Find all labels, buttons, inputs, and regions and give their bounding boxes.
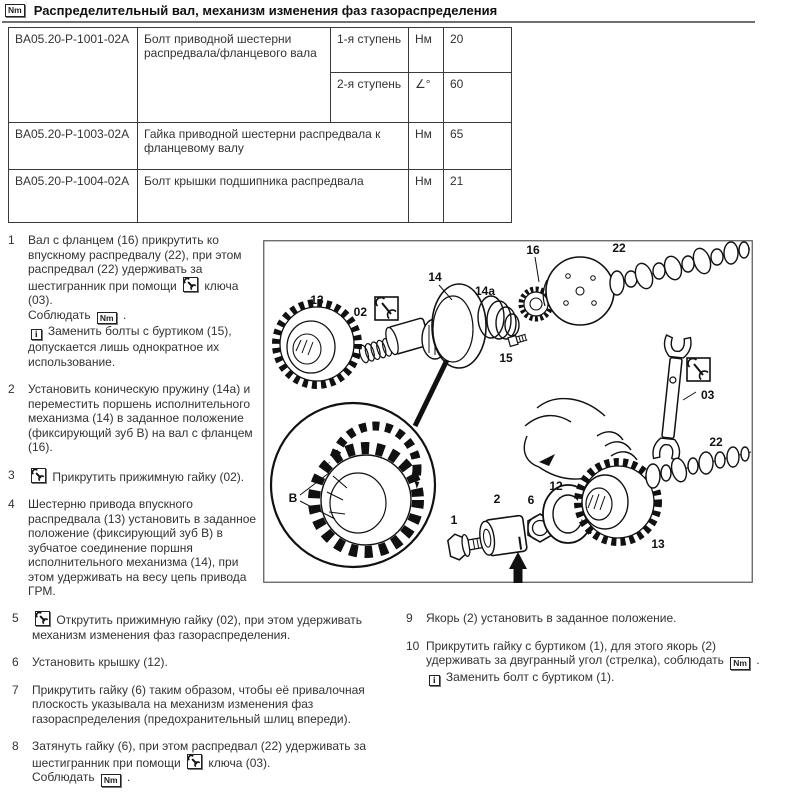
step-text: Прикрутить прижимную гайку (02). — [28, 468, 262, 485]
label-piston: 14 — [428, 270, 442, 284]
instruction-step — [12, 611, 402, 642]
doc-code-cell: BA05.20-P-1003-02A — [9, 123, 138, 170]
step-text: Затянуть гайку (6), при этом распредвал (22) удерживать за шестигранник при помощи ключа (03). Соблюдать Nm . — [32, 739, 367, 785]
value-cell: 60 — [444, 73, 512, 123]
step-text: Установить крышку (12). — [32, 655, 168, 669]
step-text: Открутить прижимную гайку (02), при этом удерживать механизм изменения фаз газораспределения. — [32, 613, 363, 642]
label-nut: 6 — [527, 493, 535, 507]
label-gear-top: 13 — [310, 293, 324, 307]
wrench-icon — [183, 277, 198, 292]
stage-cell: 1-я ступень — [331, 28, 409, 73]
value-cell: 20 — [444, 28, 512, 73]
wrench-icon — [375, 297, 398, 320]
unit-cell: Нм — [409, 28, 444, 73]
doc-code-cell: BA05.20-P-1004-02A — [9, 170, 138, 223]
wrench-icon — [31, 468, 46, 483]
step-number: 10 — [406, 638, 420, 653]
nm-icon: Nm — [97, 312, 117, 325]
page-header — [2, 3, 755, 23]
table-row — [9, 123, 512, 170]
label-clamp-nut: 02 — [353, 305, 367, 319]
stage-cell: 2-я ступень — [331, 73, 409, 123]
info-icon: i — [31, 329, 42, 340]
step-text: Прикрутить гайку с буртиком (1), для этого якорь (2) удерживать за двугранный угол (стрелка), соблюдать Nm . i Заменить болт с буртиком (1). — [426, 638, 760, 685]
instruction-step — [406, 639, 772, 686]
step-text: Вал с фланцем (16) прикрутить ко впускному распредвалу (22), при этом распредвал (22) удерживать за шестигранник при помощи ключа (03). Соблюдать Nm . i Заменить болты с буртиком (15), допускается лишь однократное их использование. — [28, 233, 242, 369]
label-flange-shaft: 16 — [526, 243, 540, 257]
unit-cell: Нм — [409, 123, 444, 170]
doc-code-cell: BA05.20-P-1001-02A — [9, 28, 138, 123]
label-detail-b: B — [288, 491, 298, 505]
nm-icon: Nm — [5, 4, 25, 17]
exploded-diagram — [263, 240, 753, 583]
label-gear-bottom: 13 — [651, 537, 665, 551]
step-number: 8 — [12, 739, 19, 753]
step-number: 3 — [8, 467, 15, 482]
instructions-bottom-left — [12, 611, 402, 800]
label-collar-nut: 1 — [450, 513, 458, 527]
instructions-left-column — [8, 233, 262, 612]
gear-13-top — [276, 303, 358, 385]
step-number: 1 — [8, 233, 15, 247]
instruction-step — [8, 497, 262, 599]
step-number: 7 — [12, 682, 19, 697]
unit-cell: Нм — [409, 170, 444, 223]
instructions-bottom-right — [406, 611, 772, 699]
detail-magnifier — [271, 403, 435, 567]
label-collar-bolt: 15 — [499, 351, 513, 365]
instruction-step — [8, 382, 262, 455]
value-cell: 65 — [444, 123, 512, 170]
torque-table — [8, 27, 512, 223]
instruction-step — [12, 683, 402, 727]
step-number: 6 — [12, 655, 19, 669]
label-wrench: 03 — [701, 388, 715, 402]
table-row — [9, 28, 512, 73]
label-camshaft-bottom: 22 — [709, 435, 723, 449]
description-cell: Гайка приводной шестерни распредвала к фланцевому валу — [138, 123, 409, 170]
label-cover: 12 — [549, 479, 563, 493]
step-text: Прикрутить гайку (6) таким образом, чтобы её привалочная плоскость указывала на механизм изменения фаз газораспределения (предохранительный шлиц впереди). — [32, 682, 365, 726]
instruction-step — [12, 655, 402, 670]
description-cell: Болт крышки подшипника распредвала — [138, 170, 409, 223]
step-number: 9 — [406, 611, 413, 625]
wrench-icon — [187, 754, 202, 769]
wrench-icon — [35, 611, 50, 626]
instruction-step — [8, 233, 262, 369]
nm-icon: Nm — [730, 657, 750, 670]
step-text: Якорь (2) установить в заданное положение. — [426, 611, 677, 625]
label-armature: 2 — [493, 492, 501, 506]
step-number: 4 — [8, 497, 15, 511]
instruction-step — [406, 611, 772, 626]
wrench-icon — [687, 358, 710, 381]
step-number: 2 — [8, 382, 15, 396]
step-text: Шестерню привода впускного распредвала (13) установить в заданное положение (фиксирующий зуб B) в зубчатое соединение поршня исполнительного механизма (14), при этом удерживать на весу цепь привода ГРМ. — [28, 497, 257, 598]
instruction-step — [8, 468, 262, 485]
label-camshaft-top: 22 — [612, 241, 626, 255]
value-cell: 21 — [444, 170, 512, 223]
armature-2 — [478, 515, 528, 557]
unit-cell: ∠° — [409, 73, 444, 123]
info-icon: i — [429, 675, 440, 686]
step-text: Установить коническую пружину (14a) и переместить поршень исполнительного механизма (14) в заданное положение (фиксирующий зуб B) на вал с фланцем (16). — [28, 382, 253, 454]
step-number: 5 — [12, 611, 19, 625]
page-title: Распределительный вал, механизм изменения фаз газораспределения — [33, 3, 498, 18]
description-cell: Болт приводной шестерни распредвала/фланцевого вала — [138, 28, 331, 123]
instruction-step — [12, 739, 402, 787]
table-row — [9, 170, 512, 223]
label-spring: 14a — [474, 284, 496, 298]
nm-icon: Nm — [101, 774, 121, 787]
